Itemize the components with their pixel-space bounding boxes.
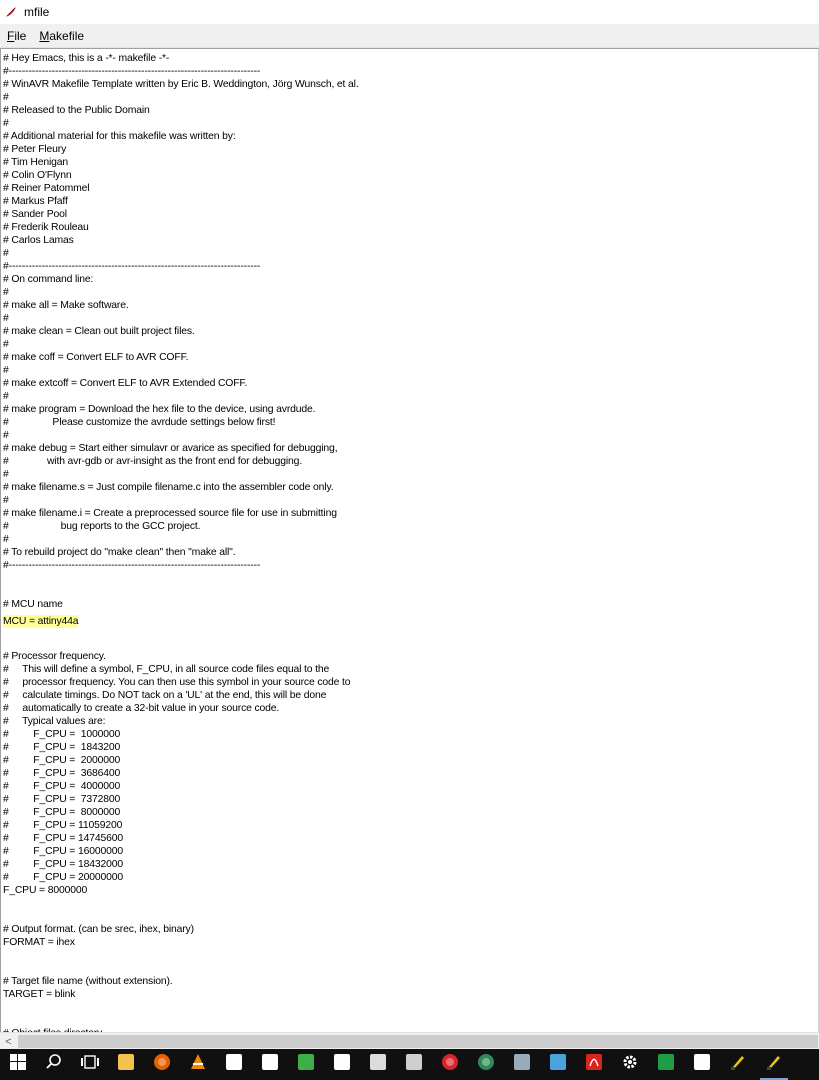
code-line: # Tim Henigan — [3, 157, 69, 168]
code-line: # F_CPU = 11059200 — [3, 820, 123, 831]
code-line — [3, 910, 818, 923]
code-line: # F_CPU = 16000000 — [3, 846, 123, 857]
code-line: # F_CPU = 1843200 — [3, 742, 121, 753]
windows-start-icon — [10, 1054, 26, 1075]
code-line: # Markus Pfaff — [3, 196, 68, 207]
task-view-icon — [80, 1054, 100, 1075]
store-taskbar-button[interactable] — [396, 1049, 432, 1080]
app-store-icon — [694, 1054, 710, 1075]
code-line: # Colin O'Flynn — [3, 170, 72, 181]
settings-gear-taskbar-button[interactable] — [612, 1049, 648, 1080]
code-line: # Hey Emacs, this is a -*- makefile -*- — [3, 53, 170, 64]
code-line: # Processor frequency. — [3, 651, 106, 662]
spreadsheet-icon — [658, 1054, 674, 1075]
code-line: F_CPU = 8000000 — [3, 885, 88, 896]
code-line: # make extcoff = Convert ELF to AVR Extended COFF. — [3, 378, 248, 389]
code-line — [3, 611, 818, 627]
network-app-icon — [550, 1054, 566, 1075]
window-title: mfile — [24, 5, 50, 19]
app-store-taskbar-button[interactable] — [684, 1049, 720, 1080]
solitaire-icon — [334, 1054, 350, 1075]
code-line: TARGET = blink — [3, 989, 76, 1000]
tk-feather-icon — [4, 5, 18, 19]
code-line: # calculate timings. Do NOT tack on a 'UL' at the end, this will be done — [3, 690, 327, 701]
store-icon — [406, 1054, 422, 1075]
code-line: # automatically to create a 32-bit value in your source code. — [3, 703, 280, 714]
code-line: # — [3, 391, 9, 402]
code-line: # This will define a symbol, F_CPU, in all source code files equal to the — [3, 664, 330, 675]
code-line: # F_CPU = 20000000 — [3, 872, 123, 883]
code-line: # — [3, 118, 9, 129]
code-line: # Additional material for this makefile was written by: — [3, 131, 236, 142]
red-app-icon — [441, 1053, 459, 1076]
inkscape-taskbar-button[interactable] — [288, 1049, 324, 1080]
text-editor[interactable] — [0, 48, 819, 1032]
code-line: # Reiner Patommel — [3, 183, 90, 194]
code-line: # make clean = Clean out built project files. — [3, 326, 195, 337]
windows-start-taskbar-button[interactable] — [0, 1049, 36, 1080]
globe-app-taskbar-button[interactable] — [468, 1049, 504, 1080]
spreadsheet-taskbar-button[interactable] — [648, 1049, 684, 1080]
code-line: # F_CPU = 8000000 — [3, 807, 121, 818]
code-line — [3, 585, 818, 598]
code-line: # F_CPU = 3686400 — [3, 768, 121, 779]
menu-makefile[interactable] — [33, 29, 90, 43]
acrobat-taskbar-button[interactable] — [576, 1049, 612, 1080]
acrobat-icon — [585, 1053, 603, 1076]
code-line: # make debug = Start either simulavr or avarice as specified for debugging, — [3, 443, 338, 454]
code-line: # On command line: — [3, 274, 94, 285]
menu-file-accelerator: F — [7, 28, 15, 43]
code-line — [3, 637, 818, 650]
code-line: # Output format. (can be srec, ihex, binary) — [3, 924, 194, 935]
globe-app-icon — [477, 1053, 495, 1076]
red-app-taskbar-button[interactable] — [432, 1049, 468, 1080]
menu-makefile-accelerator: M — [39, 28, 50, 43]
mail-taskbar-button[interactable] — [216, 1049, 252, 1080]
menu-file[interactable] — [1, 29, 32, 43]
settings-gear-icon — [621, 1053, 639, 1076]
file-explorer-icon — [118, 1054, 134, 1075]
photos-taskbar-button[interactable] — [504, 1049, 540, 1080]
file-explorer-taskbar-button[interactable] — [108, 1049, 144, 1080]
code-line: # F_CPU = 18432000 — [3, 859, 123, 870]
code-line — [3, 1014, 818, 1027]
code-line: # MCU name — [3, 599, 63, 610]
paint-brush-icon — [729, 1053, 747, 1076]
code-line: #---------------------------------------------------------------------------- — [3, 66, 261, 77]
code-line: # make program = Download the hex file to the device, using avrdude. — [3, 404, 316, 415]
code-line: # — [3, 339, 9, 350]
code-line: # — [3, 365, 9, 376]
menu-makefile-label: akefile — [49, 28, 85, 43]
task-view-taskbar-button[interactable] — [72, 1049, 108, 1080]
inkscape-icon — [298, 1054, 314, 1075]
notebook-icon — [370, 1054, 386, 1075]
code-line — [3, 897, 818, 910]
code-line — [3, 572, 818, 585]
horizontal-scrollbar[interactable] — [0, 1032, 819, 1050]
code-line: # processor frequency. You can then use this symbol in your source code to — [3, 677, 351, 688]
search-taskbar-button[interactable] — [36, 1049, 72, 1080]
code-line: # Target file name (without extension). — [3, 976, 173, 987]
code-line: # make coff = Convert ELF to AVR COFF. — [3, 352, 189, 363]
firefox-taskbar-button[interactable] — [144, 1049, 180, 1080]
scrollbar-thumb[interactable] — [18, 1035, 818, 1048]
code-line: # — [3, 287, 9, 298]
code-line: # F_CPU = 4000000 — [3, 781, 121, 792]
code-line: # To rebuild project do "make clean" then "make all". — [3, 547, 236, 558]
code-line: # Frederik Rouleau — [3, 222, 89, 233]
editor-lines — [1, 49, 818, 1040]
code-line: FORMAT = ihex — [3, 937, 75, 948]
taskbar — [0, 1049, 819, 1080]
scroll-left-button[interactable]: < — [5, 1035, 12, 1048]
code-line: # make all = Make software. — [3, 300, 129, 311]
mail-icon — [226, 1054, 242, 1075]
title-bar — [0, 0, 819, 24]
search-icon — [45, 1053, 63, 1076]
firefox-icon — [153, 1053, 171, 1076]
code-line: # — [3, 469, 9, 480]
menu-bar — [0, 24, 819, 48]
paint-brush-taskbar-button[interactable] — [720, 1049, 756, 1080]
notebook-taskbar-button[interactable] — [360, 1049, 396, 1080]
highlighted-code-line: MCU = attiny44a — [3, 616, 79, 627]
menu-file-label: ile — [14, 28, 27, 43]
code-line: # F_CPU = 14745600 — [3, 833, 123, 844]
code-line: # F_CPU = 2000000 — [3, 755, 121, 766]
code-line: # — [3, 534, 9, 545]
solitaire-taskbar-button[interactable] — [324, 1049, 360, 1080]
vlc-icon — [189, 1053, 207, 1076]
notepad-icon — [262, 1054, 278, 1075]
notepad-taskbar-button[interactable] — [252, 1049, 288, 1080]
code-line: # F_CPU = 7372800 — [3, 794, 121, 805]
code-line: # — [3, 248, 9, 259]
code-line: # WinAVR Makefile Template written by Eric B. Weddington, Jörg Wunsch, et al. — [3, 79, 359, 90]
code-line — [3, 962, 818, 975]
code-line: # Carlos Lamas — [3, 235, 74, 246]
code-line: # Released to the Public Domain — [3, 105, 150, 116]
code-line: # bug reports to the GCC project. — [3, 521, 201, 532]
code-line: # Typical values are: — [3, 716, 106, 727]
code-line: # make filename.s = Just compile filename.c into the assembler code only. — [3, 482, 334, 493]
code-line: # Peter Fleury — [3, 144, 67, 155]
vlc-taskbar-button[interactable] — [180, 1049, 216, 1080]
code-line: # Sander Pool — [3, 209, 67, 220]
python-tk-taskbar-button[interactable] — [756, 1049, 792, 1080]
code-line — [3, 949, 818, 962]
code-line: # — [3, 92, 9, 103]
python-tk-icon — [765, 1053, 783, 1076]
code-line: # with avr-gdb or avr-insight as the front end for debugging. — [3, 456, 303, 467]
network-app-taskbar-button[interactable] — [540, 1049, 576, 1080]
code-line: # F_CPU = 1000000 — [3, 729, 121, 740]
code-line: #---------------------------------------------------------------------------- — [3, 261, 261, 272]
code-line — [3, 1001, 818, 1014]
code-line — [3, 624, 818, 637]
photos-icon — [514, 1054, 530, 1075]
code-line: # — [3, 495, 9, 506]
code-line: # — [3, 430, 9, 441]
code-line: # Please customize the avrdude settings below first! — [3, 417, 276, 428]
code-line: # — [3, 313, 9, 324]
code-line: #---------------------------------------------------------------------------- — [3, 560, 261, 571]
code-line: # make filename.i = Create a preprocessed source file for use in submitting — [3, 508, 337, 519]
